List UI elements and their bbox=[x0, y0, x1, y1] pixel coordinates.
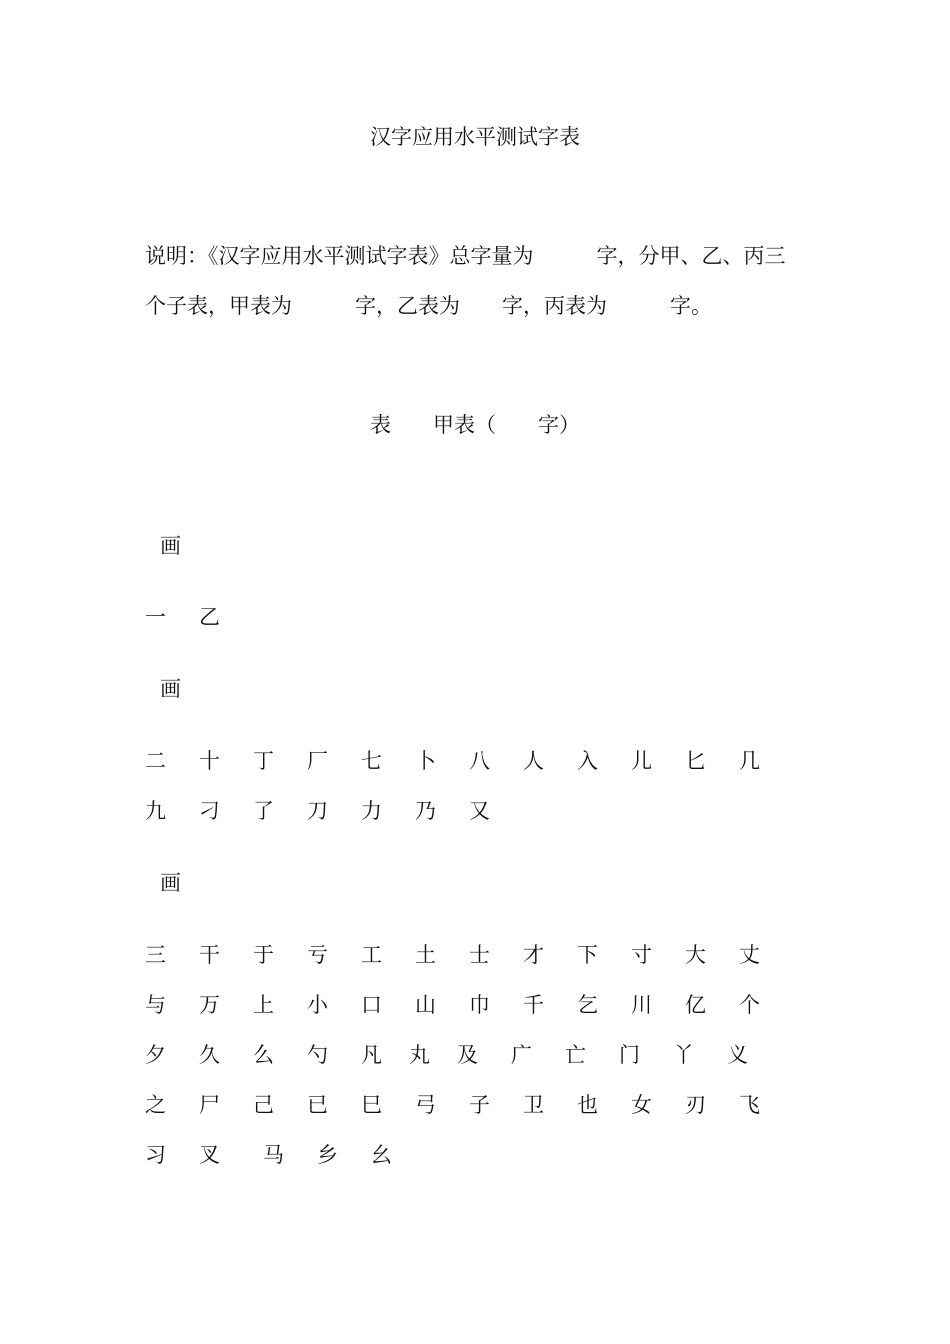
char-cell: 大 bbox=[685, 943, 706, 967]
char-cell: 上 bbox=[253, 993, 274, 1017]
intro-line-1: 说明：《汉字应用水平测试字表》总字量为 字，分甲、乙、丙三 bbox=[145, 244, 786, 268]
char-cell: 亿 bbox=[685, 993, 706, 1017]
char-cell: 勺 bbox=[307, 1043, 328, 1067]
char-cell: 已 bbox=[307, 1093, 328, 1117]
document-title: 汉字应用水平测试字表 bbox=[370, 125, 580, 149]
char-cell: 幺 bbox=[371, 1143, 392, 1167]
char-cell: 丸 bbox=[409, 1043, 430, 1067]
char-cell: 刁 bbox=[199, 799, 220, 823]
char-cell: 也 bbox=[577, 1093, 598, 1117]
section-title: 表 甲表（ 字） bbox=[370, 413, 580, 437]
char-cell: 士 bbox=[469, 943, 490, 967]
char-cell: 么 bbox=[253, 1043, 274, 1067]
char-cell: 子 bbox=[469, 1093, 490, 1117]
char-cell: 干 bbox=[199, 943, 220, 967]
char-cell: 才 bbox=[523, 943, 544, 967]
char-cell: 口 bbox=[361, 993, 382, 1017]
char-cell: 下 bbox=[577, 943, 598, 967]
char-cell: 几 bbox=[739, 749, 760, 773]
char-cell: 叉 bbox=[199, 1143, 220, 1167]
char-cell: 卜 bbox=[415, 749, 436, 773]
char-cell: 广 bbox=[511, 1043, 532, 1067]
char-cell: 土 bbox=[415, 943, 436, 967]
char-cell: 凡 bbox=[361, 1043, 382, 1067]
char-cell: 小 bbox=[307, 993, 328, 1017]
char-cell: 巳 bbox=[361, 1093, 382, 1117]
char-cell: 卫 bbox=[523, 1093, 544, 1117]
char-cell: 与 bbox=[145, 993, 166, 1017]
char-cell: 儿 bbox=[631, 749, 652, 773]
char-cell: 十 bbox=[199, 749, 220, 773]
char-cell: 刃 bbox=[685, 1093, 706, 1117]
char-cell: 巾 bbox=[469, 993, 490, 1017]
char-cell: 了 bbox=[253, 799, 274, 823]
char-cell: 刀 bbox=[307, 799, 328, 823]
char-cell: 厂 bbox=[307, 749, 328, 773]
char-cell: 八 bbox=[469, 749, 490, 773]
char-cell: 丫 bbox=[673, 1043, 694, 1067]
char-cell: 亡 bbox=[565, 1043, 586, 1067]
char-cell: 山 bbox=[415, 993, 436, 1017]
char-cell: 乃 bbox=[415, 799, 436, 823]
char-cell: 乞 bbox=[577, 993, 598, 1017]
stroke-group-heading: 画 bbox=[160, 534, 181, 558]
char-cell: 入 bbox=[577, 749, 598, 773]
char-cell: 寸 bbox=[631, 943, 652, 967]
char-cell: 亏 bbox=[307, 943, 328, 967]
char-cell: 尸 bbox=[199, 1093, 220, 1117]
char-cell: 之 bbox=[145, 1093, 166, 1117]
char-cell: 乙 bbox=[199, 605, 220, 629]
stroke-group-heading: 画 bbox=[160, 871, 181, 895]
char-cell: 乡 bbox=[317, 1143, 338, 1167]
char-cell: 习 bbox=[145, 1143, 166, 1167]
char-cell: 工 bbox=[361, 943, 382, 967]
char-cell: 九 bbox=[145, 799, 166, 823]
char-cell: 匕 bbox=[685, 749, 706, 773]
char-cell: 一 bbox=[145, 605, 166, 629]
char-cell: 个 bbox=[739, 993, 760, 1017]
char-cell: 夕 bbox=[145, 1043, 166, 1067]
char-cell: 丈 bbox=[739, 943, 760, 967]
char-cell: 三 bbox=[145, 943, 166, 967]
char-cell: 义 bbox=[727, 1043, 748, 1067]
stroke-group-heading: 画 bbox=[160, 677, 181, 701]
char-cell: 川 bbox=[631, 993, 652, 1017]
char-cell: 力 bbox=[361, 799, 382, 823]
char-cell: 七 bbox=[361, 749, 382, 773]
char-cell: 女 bbox=[631, 1093, 652, 1117]
char-cell: 丁 bbox=[253, 749, 274, 773]
char-cell: 人 bbox=[523, 749, 544, 773]
char-cell: 飞 bbox=[739, 1093, 760, 1117]
char-cell: 弓 bbox=[415, 1093, 436, 1117]
char-cell: 又 bbox=[469, 799, 490, 823]
char-cell: 及 bbox=[457, 1043, 478, 1067]
char-cell: 己 bbox=[253, 1093, 274, 1117]
char-cell: 于 bbox=[253, 943, 274, 967]
char-cell: 马 bbox=[263, 1143, 284, 1167]
char-cell: 千 bbox=[523, 993, 544, 1017]
char-cell: 二 bbox=[145, 749, 166, 773]
intro-line-2: 个子表，甲表为 字，乙表为 字，丙表为 字。 bbox=[145, 294, 712, 318]
char-cell: 万 bbox=[199, 993, 220, 1017]
char-cell: 门 bbox=[619, 1043, 640, 1067]
char-cell: 久 bbox=[199, 1043, 220, 1067]
